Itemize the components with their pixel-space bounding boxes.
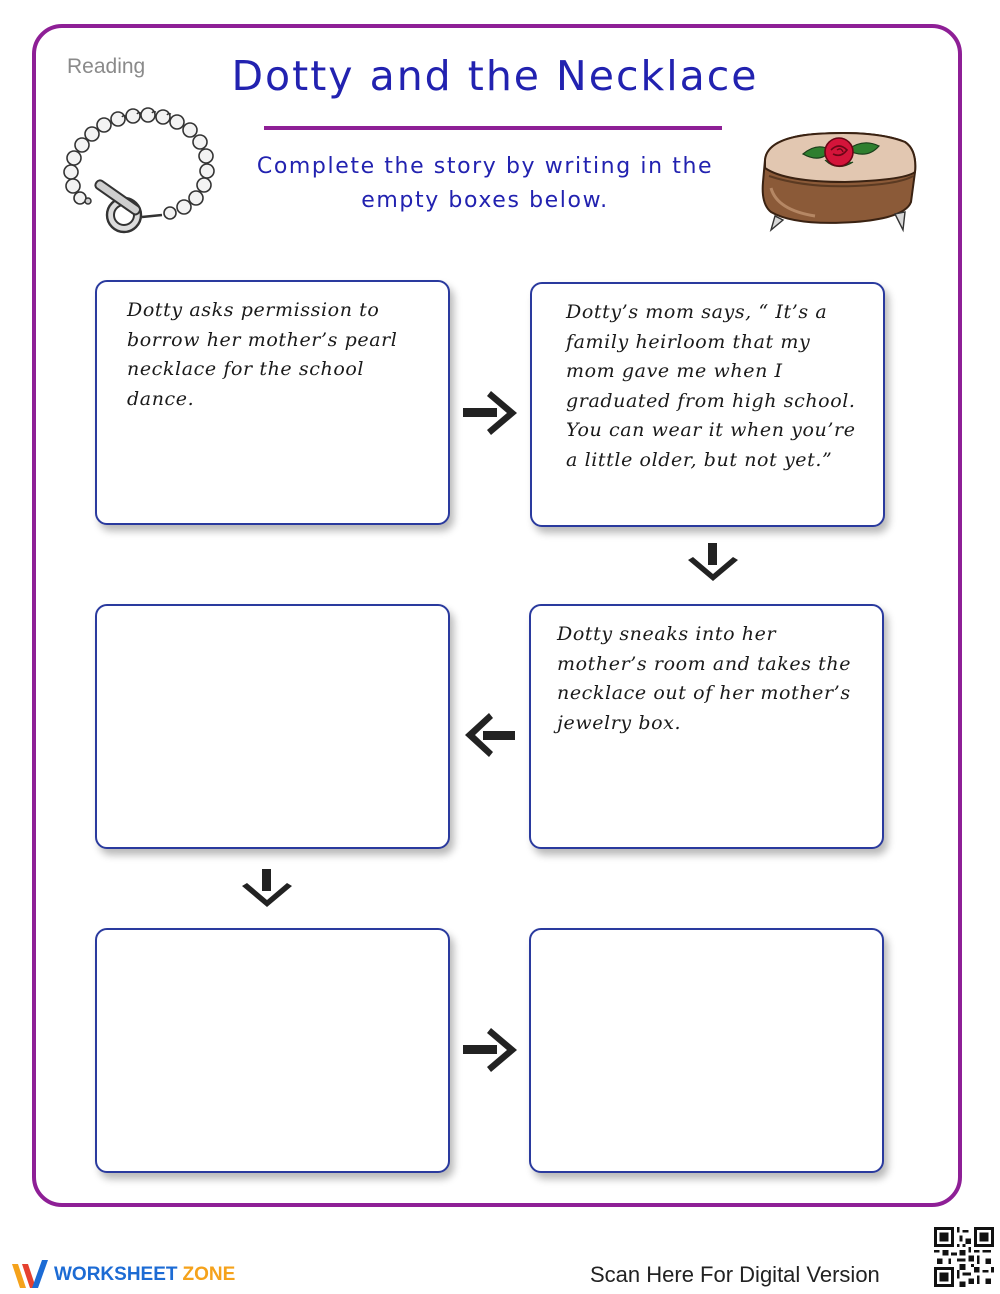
arrow-right-icon (463, 388, 517, 438)
worksheet-zone-logo-icon (10, 1258, 50, 1292)
arrow-left-icon (465, 710, 515, 760)
jewelry-box-icon (755, 120, 920, 240)
qr-code-icon[interactable] (934, 1227, 994, 1287)
story-text: Dotty asks permission to borrow her mother’s pearl necklace for the school dance. (127, 299, 398, 410)
story-box-3[interactable] (95, 604, 450, 849)
arrow-down-icon (686, 543, 740, 581)
story-box-1[interactable] (95, 280, 450, 525)
story-text: Dotty’s mom says, “ It’s a family heirloom that my mom gave me when I graduated from high school. You can wear it when you’re a little older, but not yet.” (566, 301, 856, 471)
story-box-6[interactable] (529, 928, 884, 1173)
scan-label: Scan Here For Digital Version (590, 1262, 880, 1287)
arrow-right-icon (463, 1025, 517, 1075)
brand-name-part1: WORKSHEET (54, 1264, 178, 1285)
subject-label: Reading (67, 55, 146, 78)
story-text: Dotty sneaks into her mother’s room and takes the necklace out of her mother’s jewelry box. (557, 623, 852, 734)
brand-logo[interactable] (10, 1258, 235, 1292)
story-box-2[interactable] (530, 282, 885, 527)
page-title: Dotty and the Necklace (231, 52, 759, 100)
pearl-necklace-icon (58, 105, 218, 235)
brand-name-part2: ZONE (182, 1264, 236, 1285)
arrow-down-icon (240, 869, 294, 907)
story-box-5[interactable] (95, 928, 450, 1173)
story-box-4[interactable] (529, 604, 884, 849)
instructions: Complete the story by writing in the empty boxes below. (256, 154, 714, 213)
title-underline (264, 126, 722, 130)
